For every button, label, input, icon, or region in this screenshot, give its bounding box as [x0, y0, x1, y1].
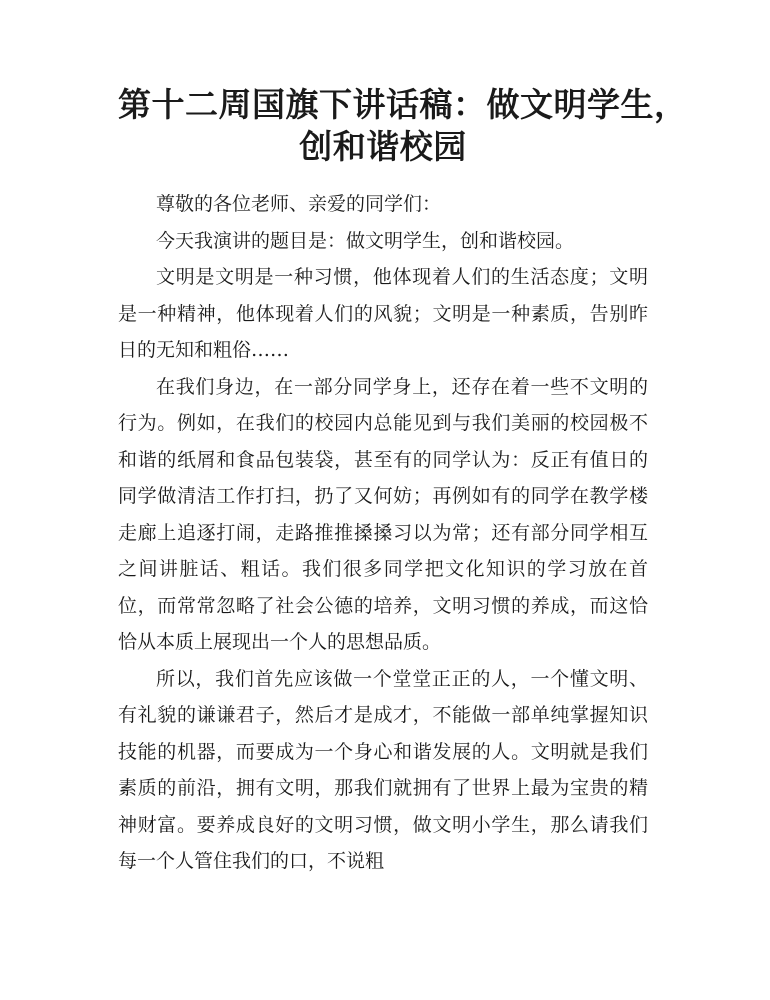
paragraph-greeting: 尊敬的各位老师、亲爱的同学们：: [156, 193, 442, 215]
paragraph-topic: 今天我演讲的题目是：做文明学生，创和谐校园。: [156, 229, 575, 252]
document-page: [118, 84, 688, 880]
paragraph-conclusion: 所以，我们首先应该做一个堂堂正正的人，一个懂文明、有礼貌的谦谦君子，然后才是成才，不能做一部单纯掌握知识技能的机器，而要成为一个身心和谐发展的人。文明就是我们素质的前沿，拥有文明，那我们就拥有了世界上最为宝贵的精神财富。要养成良好的文明习惯，做文明小学生，那么请我们每一个人管住我们的口，不说粗: [118, 667, 648, 872]
title-line-1: 第十二周国旗下讲话稿：做文明学生，: [118, 85, 688, 124]
document-title: [118, 84, 688, 168]
title-line-2: 创和谐校园: [299, 127, 467, 166]
paragraph-behaviors: 在我们身边，在一部分同学身上，还存在着一些不文明的行为。例如，在我们的校园内总能见到与我们美丽的校园极不和谐的纸屑和食品包装袋，甚至有的同学认为：反正有值日的同学做清洁工作打扫，扔了又何妨；再例如有的同学在教学楼走廊上追逐打闹，走路推推搡搡习以为常；还有部分同学相互之间讲脏话、粗话。我们很多同学把文化知识的学习放在首位，而常常忽略了社会公德的培养，文明习惯的养成，而这恰恰从本质上展现出一个人的思想品质。: [118, 375, 648, 653]
document-body: [118, 186, 648, 880]
paragraph-civility: 文明是文明是一种习惯，他体现着人们的生活态度；文明是一种精神，他体现着人们的风貌；文明是一种素质，告别昨日的无知和粗俗……: [118, 266, 648, 361]
